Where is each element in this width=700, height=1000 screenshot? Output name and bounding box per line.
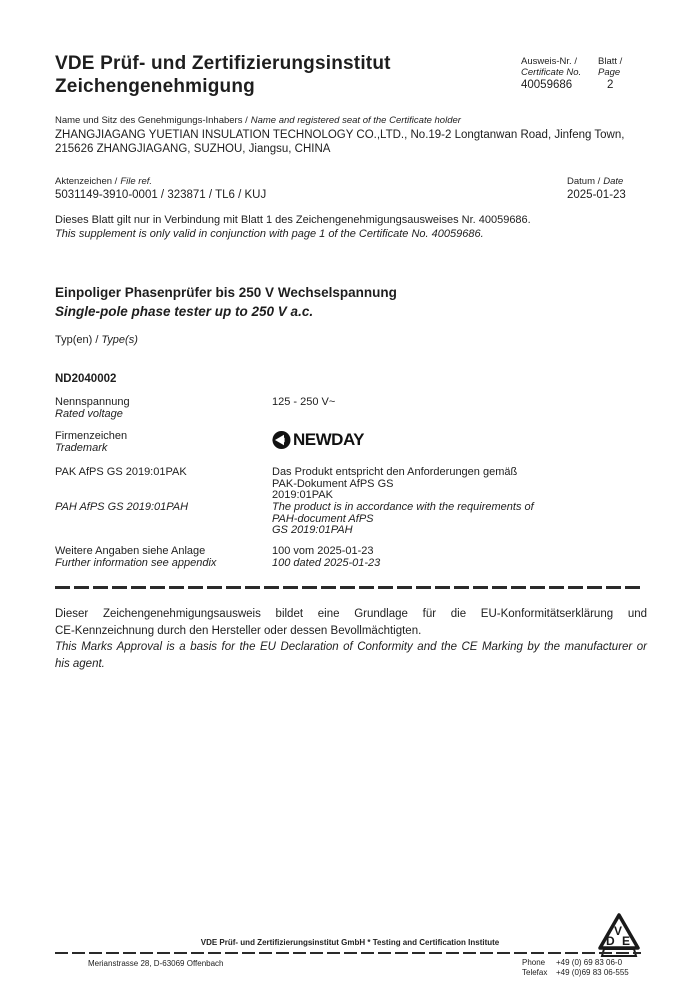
product-title [55,283,397,321]
appendix-value [272,546,380,569]
type-value: ND2040002 [55,373,117,385]
validity-note [55,213,655,241]
holder-label-en: Name and registered seat of the Certificate holder [250,115,461,126]
svg-text:D: D [606,934,615,948]
footer-fax-label: Telefax [522,968,548,977]
fileref-label-en: File ref. [120,176,153,187]
spec-row-trademark [55,431,127,454]
date-label [567,176,623,187]
date-label-de: Datum / [567,176,601,187]
certificate-number-label-en: Certificate No. [521,67,582,78]
declaration-de-line1: Dieser Zeichengenehmigungsausweis bildet eine Grundlage für die EU-Konformitätserklärung und [55,608,647,620]
declaration-en-line1: This Marks Approval is a basis for the EU Declaration of Conformity and the CE Marking by the manufacturer or [55,641,647,653]
date-label-en: Date [603,176,624,187]
appendix-value-de: 100 vom 2025-01-23 [272,545,374,557]
spec-row-appendix [55,546,216,569]
holder-name-line2: 215626 ZHANGJIAGANG, SUZHOU, Jiangsu, CHINA [55,143,331,155]
pak-description-line1: Das Produkt entspricht den Anforderungen gemäß [272,466,518,478]
fileref-label-de: Aktenzeichen / [55,176,118,187]
holder-name-line1: ZHANGJIAGANG YUETIAN INSULATION TECHNOLOGY CO.,LTD., No.19-2 Longtanwan Road, Jinfeng Town, [55,129,625,141]
footer-contact [522,958,629,978]
pak-description-line2: PAK-Dokument AfPS GS [272,477,394,490]
pah-description-line3: GS 2019:01PAH [272,524,353,536]
footer-fax [522,968,629,978]
certificate-number-value: 40059686 [521,79,573,91]
page-title-line2: Zeichengenehmigung [55,76,255,97]
declaration [55,606,647,672]
spec-row-rated-voltage [55,397,130,420]
types-label-en: Type(s) [101,334,138,346]
declaration-en-line2: his agent. [55,657,105,670]
pah-description-line2: PAH-document AfPS [272,512,374,525]
appendix-label-de: Weitere Angaben siehe Anlage [55,545,206,557]
pah-description [272,502,534,537]
rated-voltage-label-en: Rated voltage [55,407,123,420]
rated-voltage-label-de: Nennspannung [55,396,130,408]
appendix-label-en: Further information see appendix [55,556,217,569]
holder-name [55,128,655,156]
validity-note-en: This supplement is only valid in conjunction with page 1 of the Certificate No. 40059686. [55,228,484,240]
certificate-number-label-de: Ausweis-Nr. / [521,56,577,67]
footer-phone [522,958,629,968]
page-number-value: 2 [607,79,614,91]
separator-line [55,586,641,589]
footer-phone-value: +49 (0) 69 83 06-0 [556,958,623,967]
pah-label: PAH AfPS GS 2019:01PAH [55,501,189,513]
footer-institute: VDE Prüf- und Zertifizierungsinstitut GmbH * Testing and Certification Institute [200,938,500,947]
page-title-line1: VDE Prüf- und Zertifizierungsinstitut [55,53,391,74]
trademark-logo-text: NEWDAY [293,430,364,449]
types-label-de: Typ(en) / [55,334,99,346]
holder-label [55,115,461,126]
footer-separator-line [55,952,641,954]
product-title-de: Einpoliger Phasenprüfer bis 250 V Wechselspannung [55,285,397,300]
pak-description [272,467,517,502]
page-number-block [598,56,622,91]
svg-text:V: V [614,924,623,938]
pah-description-line1: The product is in accordance with the requirements of [272,501,534,513]
footer-address: Merianstrasse 28, D-63069 Offenbach [88,959,224,968]
page-number-label-de: Blatt / [598,56,623,67]
fileref-label [55,176,152,187]
page-number-label-en: Page [598,67,621,78]
product-title-en: Single-pole phase tester up to 250 V a.c. [55,304,314,319]
rated-voltage-value: 125 - 250 V~ [272,396,336,408]
vde-logo [593,910,645,958]
trademark-label-de: Firmenzeichen [55,430,128,442]
page-title [55,52,391,98]
pak-description-line3: 2019:01PAK [272,489,333,501]
svg-text:E: E [622,934,631,948]
newday-logo-icon [271,430,291,450]
declaration-de-line2: CE-Kennzeichnung durch den Hersteller oder dessen Bevollmächtigten. [55,624,422,637]
trademark-logo [271,430,364,450]
types-label [55,334,138,346]
certificate-number-block [521,56,581,91]
date-value: 2025-01-23 [567,189,626,201]
fileref-value: 5031149-3910-0001 / 323871 / TL6 / KUJ [55,189,267,201]
footer-phone-label: Phone [522,958,546,967]
footer-fax-value: +49 (0)69 83 06-555 [556,968,629,977]
appendix-value-en: 100 dated 2025-01-23 [272,556,381,569]
validity-note-de: Dieses Blatt gilt nur in Verbindung mit Blatt 1 des Zeichengenehmigungsausweises Nr. 40059686. [55,214,531,226]
trademark-label-en: Trademark [55,441,108,454]
holder-label-de: Name und Sitz des Genehmigungs-Inhabers / [55,115,248,126]
pak-label: PAK AfPS GS 2019:01PAK [55,466,187,478]
